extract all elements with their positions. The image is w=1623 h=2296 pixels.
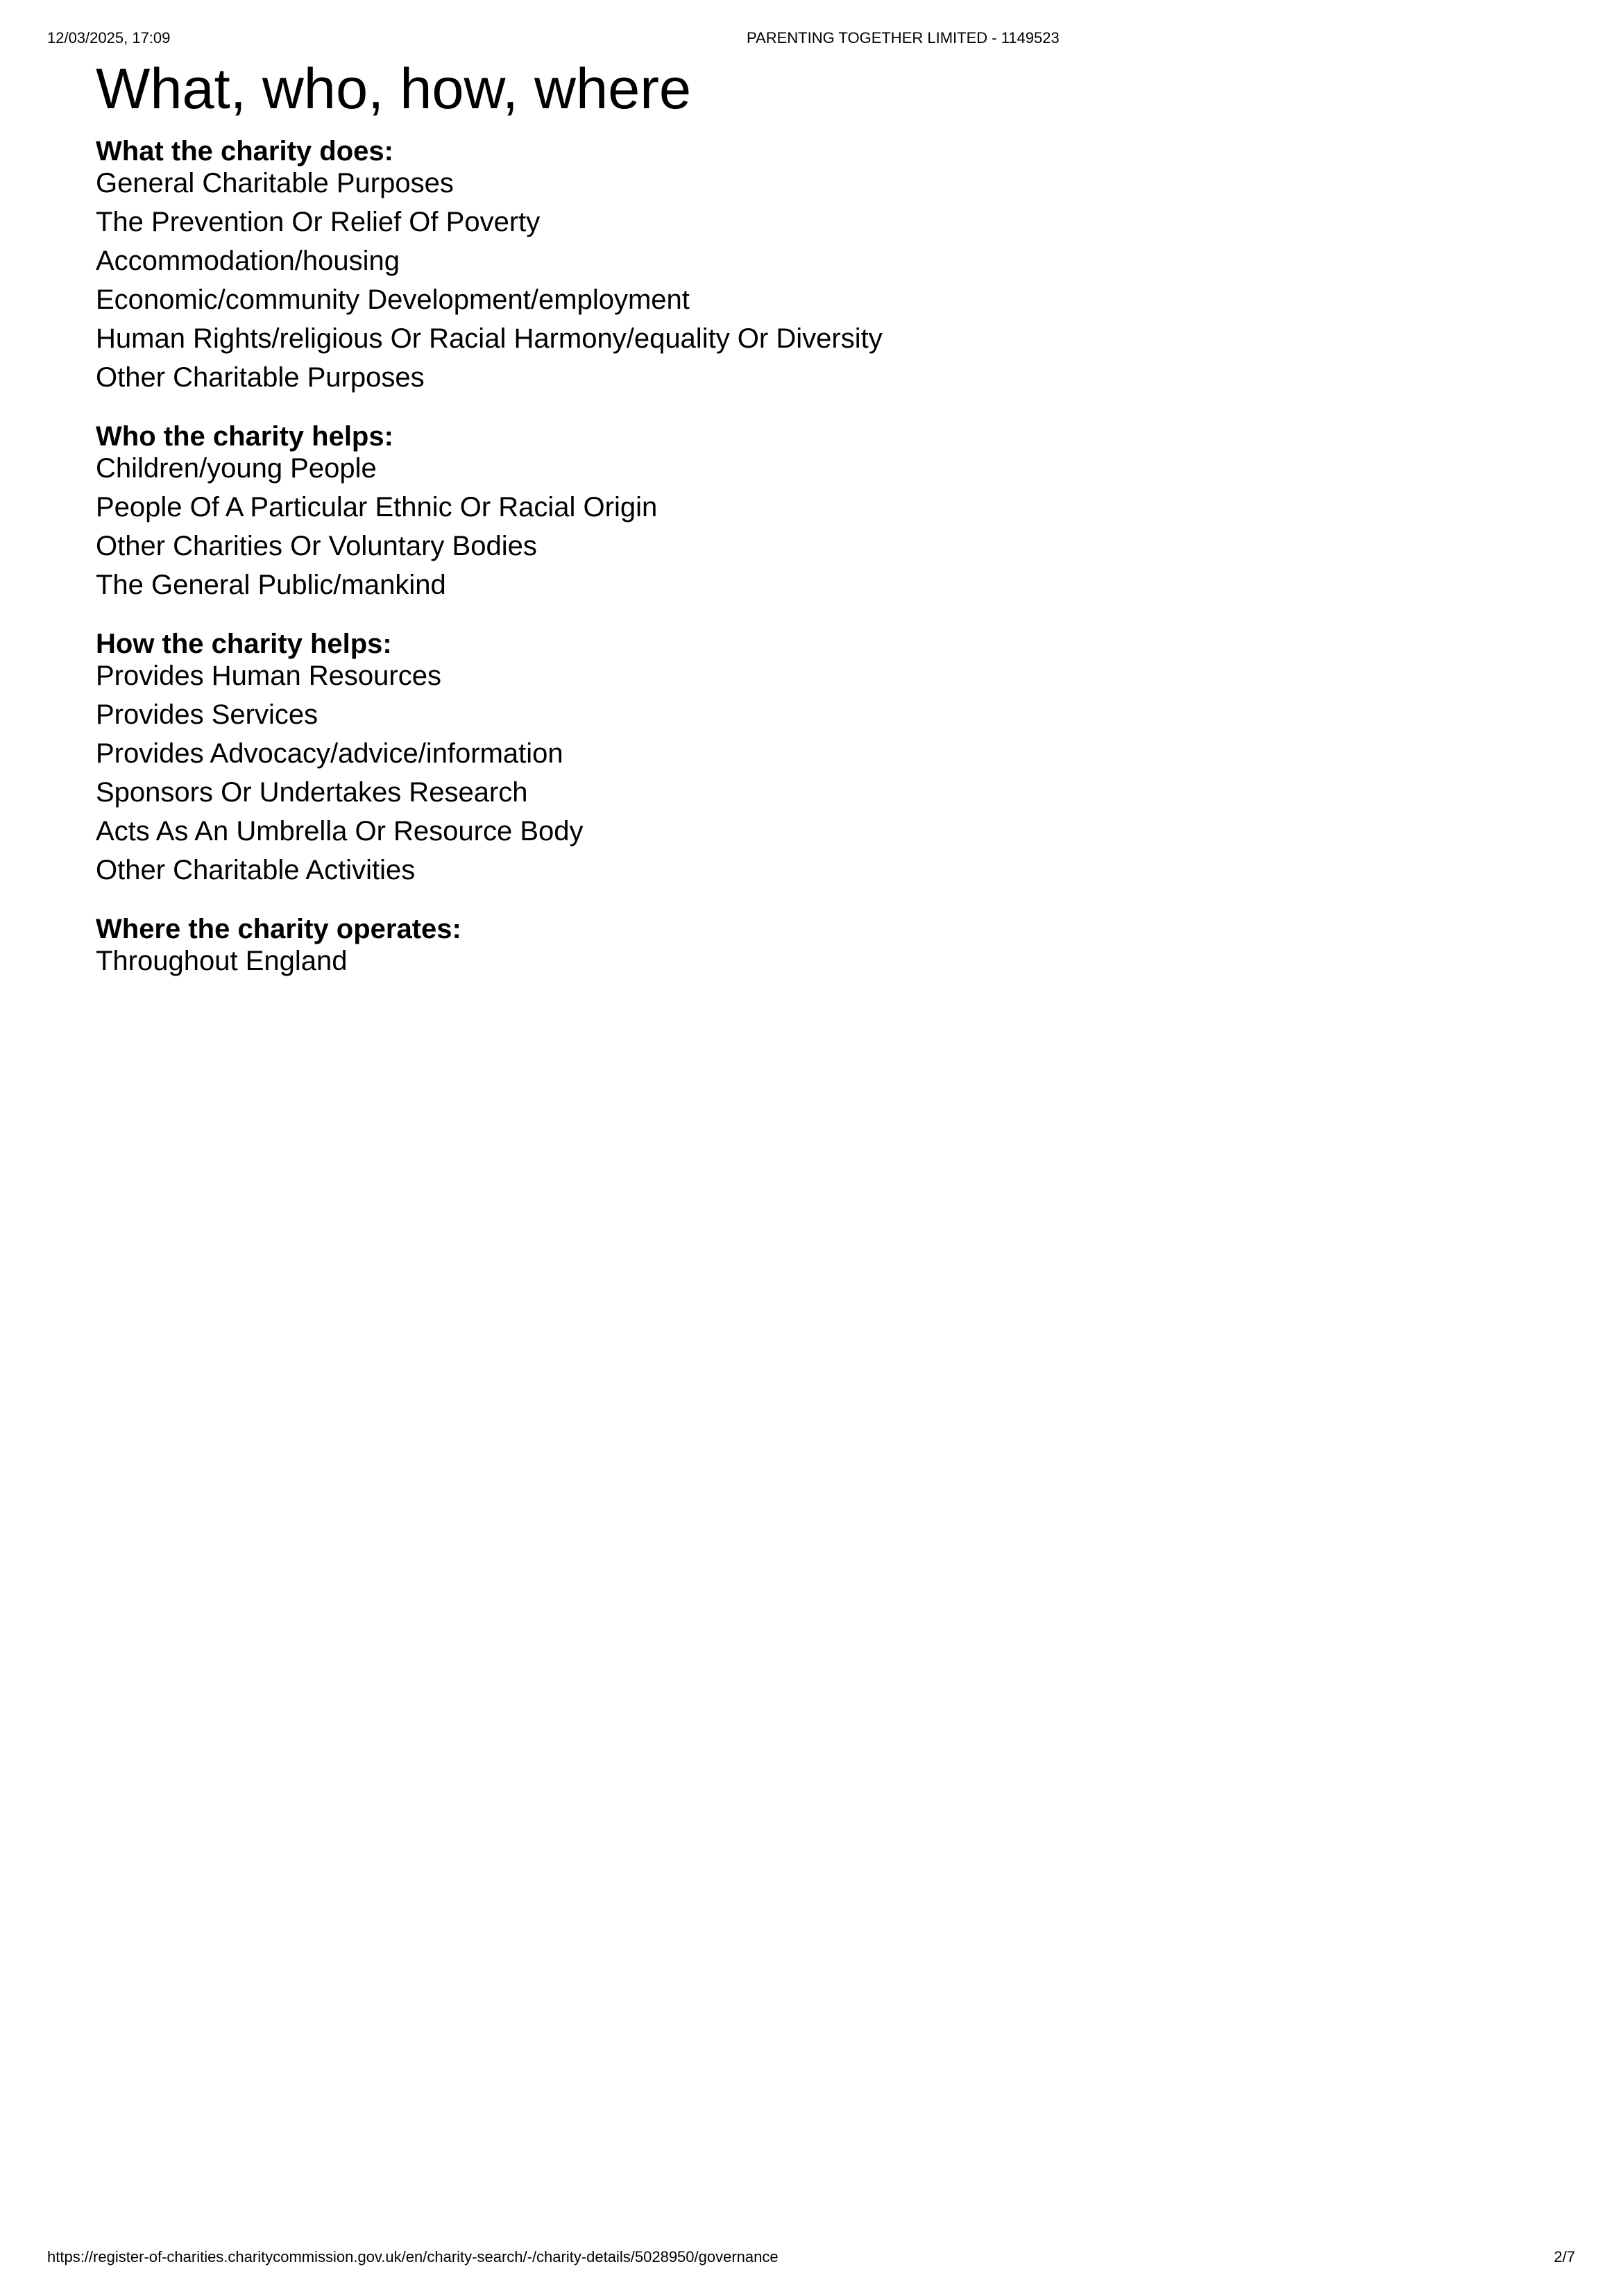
list-item: Acts As An Umbrella Or Resource Body <box>96 816 584 847</box>
print-header-document-title: PARENTING TOGETHER LIMITED - 1149523 <box>747 29 1060 46</box>
list-item: Sponsors Or Undertakes Research <box>96 777 528 808</box>
charity-info-section <box>96 135 1527 393</box>
list-item: Children/young People <box>96 453 377 484</box>
section-heading: What the charity does: <box>96 136 393 167</box>
charity-info-section <box>96 628 1527 886</box>
main-content <box>96 56 1527 1004</box>
charity-info-section <box>96 420 1527 601</box>
list-item: Human Rights/religious Or Racial Harmony/equality Or Diversity <box>96 323 883 354</box>
list-item: Throughout England <box>96 946 348 976</box>
list-item: Provides Advocacy/advice/information <box>96 738 563 769</box>
page-title: What, who, how, where <box>96 56 692 121</box>
print-footer-url: https://register-of-charities.charitycommission.gov.uk/en/charity-search/-/charity-details/5028950/governance <box>47 2248 779 2265</box>
list-item: The General Public/mankind <box>96 570 446 600</box>
list-item: General Charitable Purposes <box>96 168 454 198</box>
sections-container <box>96 135 1527 977</box>
print-header-datetime: 12/03/2025, 17:09 <box>47 29 171 46</box>
print-footer-page-indicator: 2/7 <box>1554 2248 1575 2265</box>
section-heading: How the charity helps: <box>96 629 392 659</box>
section-heading: Where the charity operates: <box>96 914 461 944</box>
list-item: Provides Human Resources <box>96 661 441 691</box>
list-item: The Prevention Or Relief Of Poverty <box>96 207 541 237</box>
list-item: Other Charitable Activities <box>96 855 416 885</box>
list-item: Economic/community Development/employment <box>96 284 690 315</box>
charity-info-section <box>96 913 1527 977</box>
list-item: Accommodation/housing <box>96 246 400 276</box>
list-item: People Of A Particular Ethnic Or Racial Origin <box>96 492 658 522</box>
list-item: Provides Services <box>96 699 318 730</box>
list-item: Other Charitable Purposes <box>96 362 425 393</box>
section-heading: Who the charity helps: <box>96 421 393 452</box>
list-item: Other Charities Or Voluntary Bodies <box>96 531 537 561</box>
